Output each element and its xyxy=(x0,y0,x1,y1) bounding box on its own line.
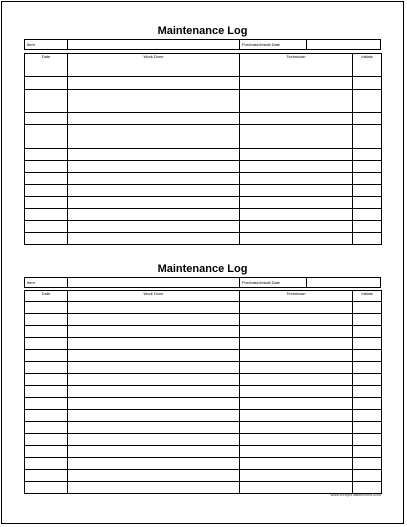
header-initials: Initials xyxy=(353,291,382,302)
purchase-date-field[interactable] xyxy=(307,40,380,49)
purchase-date-label: Purchase/Install Date xyxy=(240,40,307,49)
table-row[interactable] xyxy=(25,338,382,350)
table-row[interactable] xyxy=(25,398,382,410)
table-row[interactable] xyxy=(25,374,382,386)
info-row xyxy=(24,277,381,288)
table-row[interactable] xyxy=(25,125,382,149)
item-label: Item xyxy=(25,278,68,287)
table-row[interactable] xyxy=(25,77,382,90)
table-row[interactable] xyxy=(25,326,382,338)
table-row[interactable] xyxy=(25,185,382,197)
table-row[interactable] xyxy=(25,362,382,374)
header-row xyxy=(25,291,382,302)
table-row[interactable] xyxy=(25,197,382,209)
table-row[interactable] xyxy=(25,90,382,113)
log-table xyxy=(24,290,382,494)
table-row[interactable] xyxy=(25,221,382,233)
log-title: Maintenance Log xyxy=(157,263,248,275)
footer-url: www.freeprintableforms.com xyxy=(330,492,381,497)
table-row[interactable] xyxy=(25,410,382,422)
table-row[interactable] xyxy=(25,149,382,161)
item-label: Item xyxy=(25,40,68,49)
table-row[interactable] xyxy=(25,386,382,398)
table-row[interactable] xyxy=(25,113,382,125)
table-row[interactable] xyxy=(25,161,382,173)
table-row[interactable] xyxy=(25,209,382,221)
purchase-date-field[interactable] xyxy=(307,278,380,287)
info-row xyxy=(24,39,381,50)
item-field[interactable] xyxy=(68,40,240,49)
header-technician: Technician xyxy=(240,54,353,77)
table-row[interactable] xyxy=(25,314,382,326)
log-table xyxy=(24,53,382,245)
header-row xyxy=(25,54,382,77)
header-initials: Initials xyxy=(353,54,382,77)
table-row[interactable] xyxy=(25,446,382,458)
header-date: Date xyxy=(25,291,68,302)
item-field[interactable] xyxy=(68,278,240,287)
table-row[interactable] xyxy=(25,434,382,446)
header-work-done: Work Done xyxy=(68,291,240,302)
table-row[interactable] xyxy=(25,470,382,482)
table-row[interactable] xyxy=(25,458,382,470)
maintenance-log-top xyxy=(24,24,381,245)
table-row[interactable] xyxy=(25,350,382,362)
table-row[interactable] xyxy=(25,422,382,434)
maintenance-log-bottom xyxy=(24,262,381,494)
table-row[interactable] xyxy=(25,233,382,245)
header-work-done: Work Done xyxy=(68,54,240,77)
purchase-date-label: Purchase/Install Date xyxy=(240,278,307,287)
table-row[interactable] xyxy=(25,302,382,314)
header-technician: Technician xyxy=(240,291,353,302)
log-title: Maintenance Log xyxy=(157,25,248,37)
header-date: Date xyxy=(25,54,68,77)
table-row[interactable] xyxy=(25,482,382,494)
table-row[interactable] xyxy=(25,173,382,185)
